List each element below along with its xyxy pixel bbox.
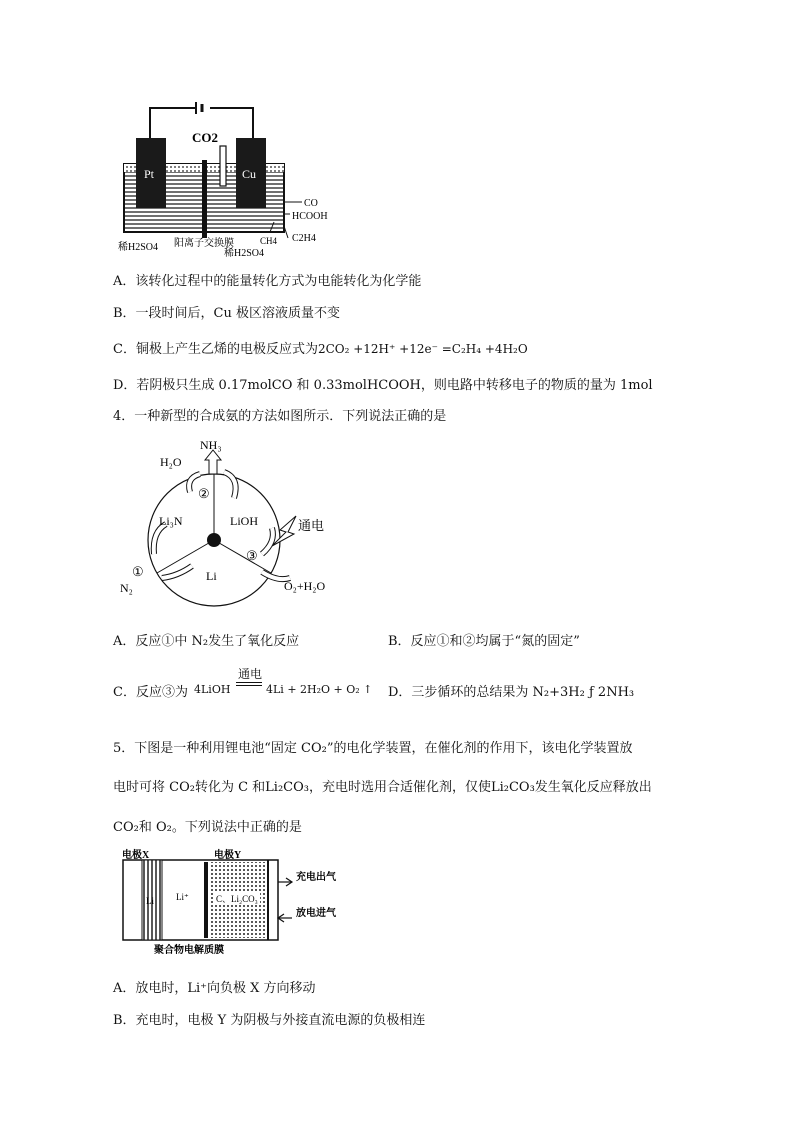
q4-option-d: D．三步循环的总结果为 N₂+3H₂ ƒ 2NH₃: [388, 685, 635, 700]
step1-marker: ①: [132, 564, 144, 579]
h2o-label: H₂O: [160, 455, 182, 469]
li3n-label: Li₃N: [159, 514, 183, 528]
nh3-label: NH₃: [200, 438, 222, 452]
c-li2co3-label: C、Li₂CO₃: [216, 894, 258, 904]
ammonia-cycle-figure: [112, 432, 342, 612]
electrode-y-label: 电极Y: [214, 850, 242, 861]
q3-option-c-prefix: C．铜极上产生乙烯的电极反应式为: [113, 342, 318, 357]
pt-label: Pt: [144, 167, 155, 181]
charge-out-label: 充电出气: [296, 872, 336, 883]
lioh-label: LiOH: [230, 514, 258, 528]
q5-stem-line3: CO₂和 O₂。下列说法中正确的是: [113, 820, 302, 835]
li-label: Li: [206, 569, 217, 583]
discharge-in-label: 放电进气: [296, 908, 336, 919]
electrolysis-cell-figure: [110, 98, 370, 258]
n2-label: N₂: [120, 581, 133, 595]
lithium-battery-figure: [118, 848, 368, 958]
q4-option-c-prefix: C．反应③为: [113, 685, 188, 700]
q4-option-c-condition: 通电: [238, 667, 263, 681]
q5-option-a: A．放电时，Li⁺向负极 X 方向移动: [113, 981, 316, 996]
o2-h2o-label: O₂+H₂O: [284, 579, 326, 593]
li-label: Li: [146, 896, 154, 906]
cu-label: Cu: [242, 167, 257, 181]
c2h4-label: C2H4: [292, 233, 316, 244]
membrane-label: 聚合物电解质膜: [154, 945, 224, 956]
q4-option-c-right: 4Li + 2H₂O + O₂ ↑: [266, 683, 373, 696]
q3-option-c-equation: 2CO₂ +12H⁺ +12e⁻ =C₂H₄ +4H₂O: [317, 342, 528, 356]
li-ion-label: Li⁺: [176, 892, 189, 902]
ch4-label: CH4: [260, 236, 278, 246]
q4-option-c-equals-top: [236, 682, 262, 683]
q4-option-b: B．反应①和②均属于“氮的固定”: [388, 634, 580, 649]
step3-marker: ③: [246, 548, 258, 563]
co2-label: CO2: [192, 130, 218, 145]
acid-right-label: 稀H2SO4: [224, 248, 265, 258]
q3-option-d: D．若阴极只生成 0.17molCO 和 0.33molHCOOH，则电路中转移电子的物质的量为 1mol: [113, 378, 653, 393]
membrane-label: 阳离子交换膜: [174, 238, 234, 249]
q4-option-c-equals-bottom: [236, 685, 262, 686]
q5-stem-line1: 5．下图是一种利用锂电池“固定 CO₂”的电化学装置，在催化剂的作用下，该电化学装置放: [113, 741, 633, 756]
step2-marker: ②: [198, 486, 210, 501]
q3-option-a: A．该转化过程中的能量转化方式为电能转化为化学能: [113, 274, 422, 289]
q3-option-c: [113, 338, 528, 357]
q4-option-c-left: 4LiOH: [194, 683, 231, 696]
acid-left-label: 稀H2SO4: [118, 242, 159, 253]
q3-option-b: B．一段时间后，Cu 极区溶液质量不变: [113, 306, 341, 321]
hcooh-label: HCOOH: [292, 211, 328, 222]
electrode-x-label: 电极X: [122, 850, 150, 861]
tongdian-label: 通电: [298, 519, 325, 534]
q4-option-a: A．反应①中 N₂发生了氧化反应: [113, 634, 300, 649]
q5-option-b: B．充电时，电极 Y 为阴极与外接直流电源的负极相连: [113, 1013, 426, 1028]
q4-stem: 4．一种新型的合成氨的方法如图所示．下列说法正确的是: [113, 409, 447, 424]
q5-stem-line2: 电时可将 CO₂转化为 C 和Li₂CO₃，充电时选用合适催化剂，仅使Li₂CO₃发生氧化反应释放出: [113, 780, 652, 795]
co-label: CO: [304, 198, 318, 209]
